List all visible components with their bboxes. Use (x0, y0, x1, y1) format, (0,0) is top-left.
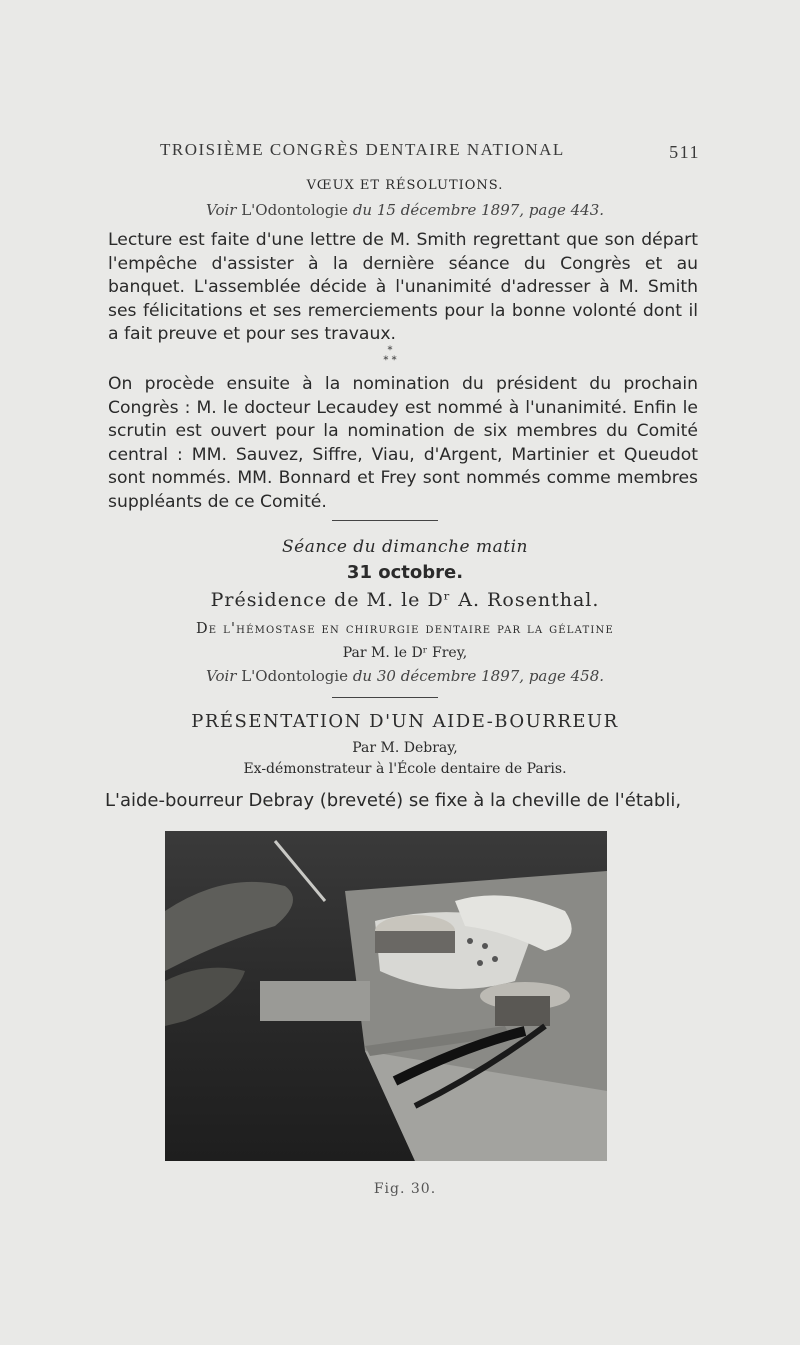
session-title: Séance du dimanche matin (282, 537, 528, 557)
paragraph-smith-text: Lecture est faite d'une lettre de M. Smith regrettant que son départ l'empêche d'assister à la dernière séance du Congrès et au banquet. L'assemblée décide à l'unanimité d'adresser à M. Smith ses félicitations et ses remerciements pour la bonne volonté dont il a fait preuve et pour ses travaux. (108, 230, 698, 344)
divider-rule-2 (332, 697, 438, 698)
ref-voir: Voir (205, 201, 237, 219)
presentation-affiliation: Ex-démonstrateur à l'École dentaire de Paris. (243, 761, 567, 777)
paragraph-smith (108, 229, 698, 347)
session-presidence: Présidence de M. le Dʳ A. Rosenthal. (210, 589, 600, 611)
presentation-first-line: L'aide-bourreur Debray (breveté) se fixe à la cheville de l'établi, (105, 790, 682, 811)
figure-photograph (165, 831, 607, 1161)
hemostase-reference (110, 667, 700, 685)
voeux-heading: VŒUX ET RÉSOLUTIONS. (306, 178, 504, 193)
ref-journal: L'Odontologie (236, 201, 353, 219)
figure-caption: Fig. 30. (373, 1181, 437, 1197)
page-number: 511 (669, 142, 700, 162)
voeux-reference (110, 201, 700, 219)
hemostase-byline: Par M. le Dʳ Frey, (342, 645, 468, 661)
paragraph-nomination-text: On procède ensuite à la nomination du président du prochain Congrès : M. le docteur Lecaudey est nommé à l'unanimité. Enfin le scrutin est ouvert pour la nomination de six membres du Comité central : MM. Sauvez, Siffre, Viau, d'Argent, Martinier et Queudot sont nommés. MM. Bonnard et Frey sont nommés comme membres suppléants de ce Comité. (108, 374, 698, 512)
ref-date-2: du 30 décembre 1897, page 458. (352, 667, 605, 685)
aide-bourreur-photo (165, 831, 607, 1161)
ref-journal-2: L'Odontologie (236, 667, 353, 685)
section-asterism: * * * (383, 345, 397, 366)
running-title: TROISIÈME CONGRÈS DENTAIRE NATIONAL (160, 140, 565, 159)
ref-date: du 15 décembre 1897, page 443. (352, 201, 605, 219)
presentation-byline: Par M. Debray, (352, 740, 458, 756)
divider-rule (332, 520, 438, 521)
ref-voir-2: Voir (205, 667, 237, 685)
paragraph-nomination (108, 373, 698, 514)
session-date: 31 octobre. (346, 562, 464, 583)
hemostase-title: De l'hémostase en chirurgie dentaire par la gélatine (195, 621, 614, 637)
presentation-title: PRÉSENTATION D'UN AIDE-BOURREUR (191, 711, 619, 732)
